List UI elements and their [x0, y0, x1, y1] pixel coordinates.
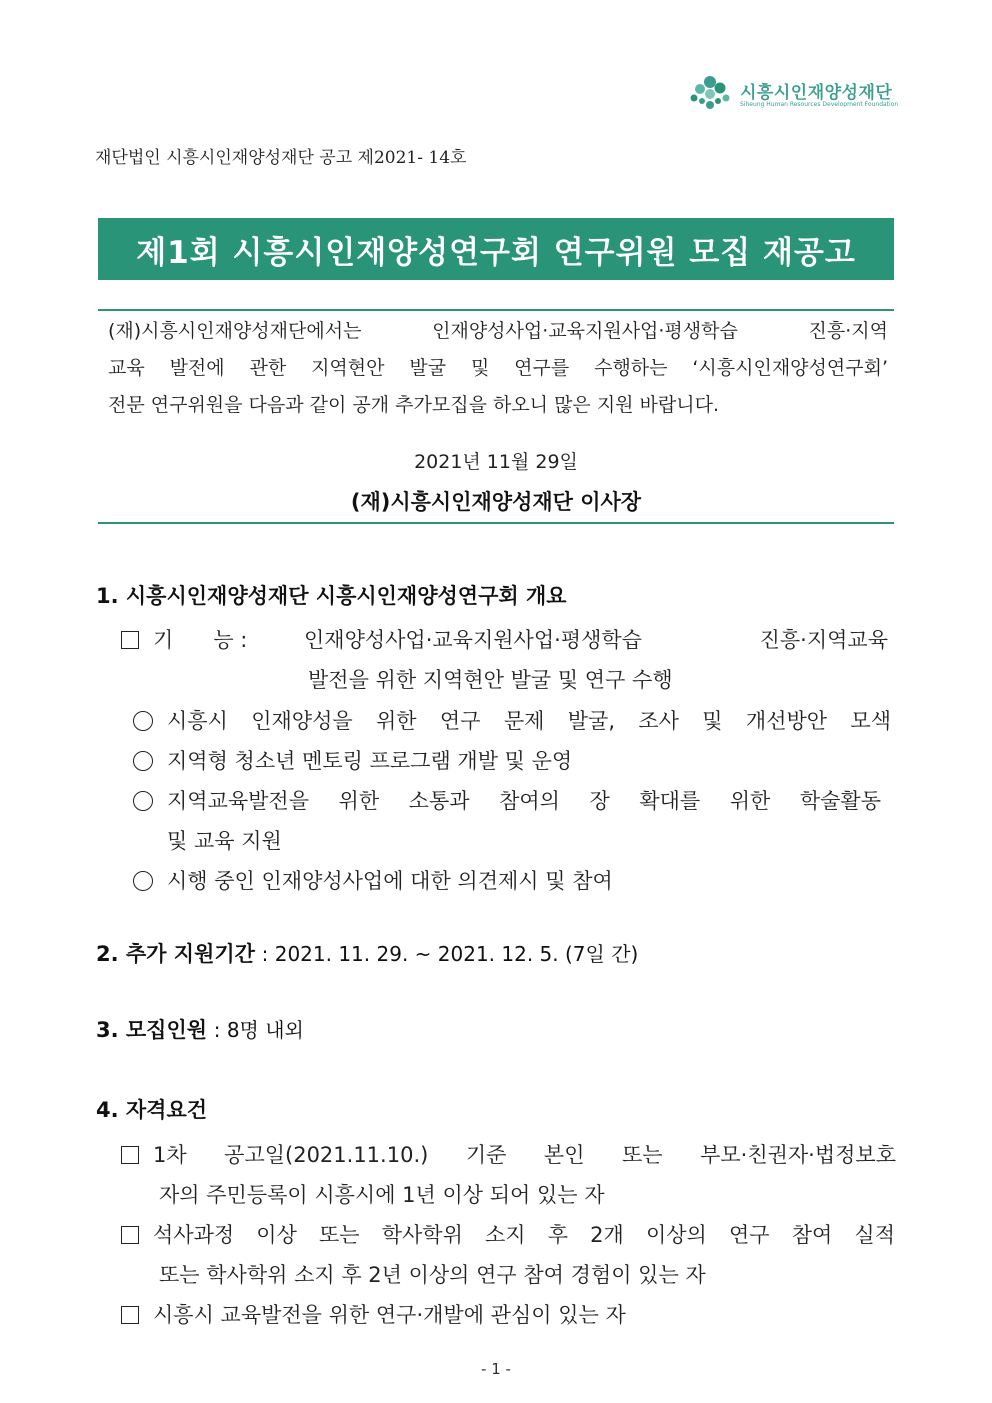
- period-value: : 2021. 11. 29. ~ 2021. 12. 5. (7일 간): [261, 942, 639, 966]
- function-text: 발전을 위한 지역현안 발굴 및 연구 수행: [308, 668, 673, 692]
- title-banner: [98, 218, 894, 280]
- qualification-item: 석사과정 이상 또는 학사학위 소지 후 2개 이상의 연구 참여 실적: [121, 1219, 895, 1249]
- intro-paragraph: [108, 313, 888, 424]
- section-heading-recruits: 3. 모집인원 : 8명 내외: [96, 1018, 304, 1042]
- logo-name: 시흥시인재양성재단: [740, 83, 893, 103]
- section-heading-period: 2. 추가 지원기간 : 2021. 11. 29. ~ 2021. 12. 5. (7일 간): [96, 942, 639, 966]
- overview-item: 지역형 청소년 멘토링 프로그램 개발 및 운영: [133, 745, 572, 775]
- divider-bottom: [98, 522, 894, 524]
- overview-item-continued: 및 교육 지원: [167, 829, 282, 853]
- qualification-item: 1차 공고일(2021.11.10.) 기준 본인 또는 부모·친권자·법정보호: [121, 1139, 896, 1169]
- circle-bullet-icon: [133, 791, 153, 811]
- notice-number: 재단법인 시흥시인재양성재단 공고 제2021- 14호: [95, 148, 467, 168]
- circle-bullet-icon: [133, 711, 153, 731]
- overview-item: 시흥시 인재양성을 위한 연구 문제 발굴, 조사 및 개선방안 모색: [133, 705, 891, 735]
- intro-line: (재)시흥시인재양성재단에서는 인재양성사업·교육지원사업·평생학습 진흥·지역: [108, 320, 888, 342]
- divider-top: [98, 309, 894, 311]
- circle-bullet-icon: [133, 751, 153, 771]
- checkbox-square-icon: [121, 1226, 139, 1244]
- qualification-item: 시흥시 교육발전을 위한 연구·개발에 관심이 있는 자: [121, 1299, 626, 1329]
- intro-line: 교육 발전에 관한 지역현안 발굴 및 연구를 수행하는 ‘시흥시인재양성연구회’: [108, 357, 888, 379]
- notice-date: 2021년 11월 29일: [414, 451, 578, 473]
- function-label-row: [121, 624, 247, 654]
- tree-logo-icon: [688, 74, 736, 114]
- signer: (재)시흥시인재양성재단 이사장: [350, 490, 642, 514]
- foundation-logo: [688, 74, 898, 114]
- checkbox-square-icon: [121, 1146, 139, 1164]
- recruits-value: : 8명 내외: [213, 1018, 304, 1042]
- circle-bullet-icon: [133, 871, 153, 891]
- page-number: - 1 -: [481, 1360, 511, 1378]
- qualification-item-continued: 또는 학사학위 소지 후 2년 이상의 연구 참여 경험이 있는 자: [159, 1263, 706, 1287]
- function-text: 인재양성사업·교육지원사업·평생학습 진흥·지역교육: [304, 628, 888, 652]
- page-title: 제1회 시흥시인재양성연구회 연구위원 모집 재공고: [136, 234, 856, 271]
- qualification-item-continued: 자의 주민등록이 시흥시에 1년 이상 되어 있는 자: [159, 1183, 605, 1207]
- overview-item: 지역교육발전을 위한 소통과 참여의 장 확대를 위한 학술활동: [133, 785, 881, 815]
- overview-item: 시행 중인 인재양성사업에 대한 의견제시 및 참여: [133, 865, 613, 895]
- checkbox-square-icon: [121, 1306, 139, 1324]
- logo-subtitle: Siheung Human Resources Development Foundation: [740, 101, 899, 108]
- function-label: 기 능 :: [153, 628, 248, 652]
- section-heading-overview: 1. 시흥시인재양성재단 시흥시인재양성연구회 개요: [96, 584, 567, 608]
- checkbox-square-icon: [121, 631, 139, 649]
- section-heading-qualifications: 4. 자격요건: [96, 1098, 208, 1122]
- intro-line: 전문 연구위원을 다음과 같이 공개 추가모집을 하오니 많은 지원 바랍니다.: [108, 394, 720, 416]
